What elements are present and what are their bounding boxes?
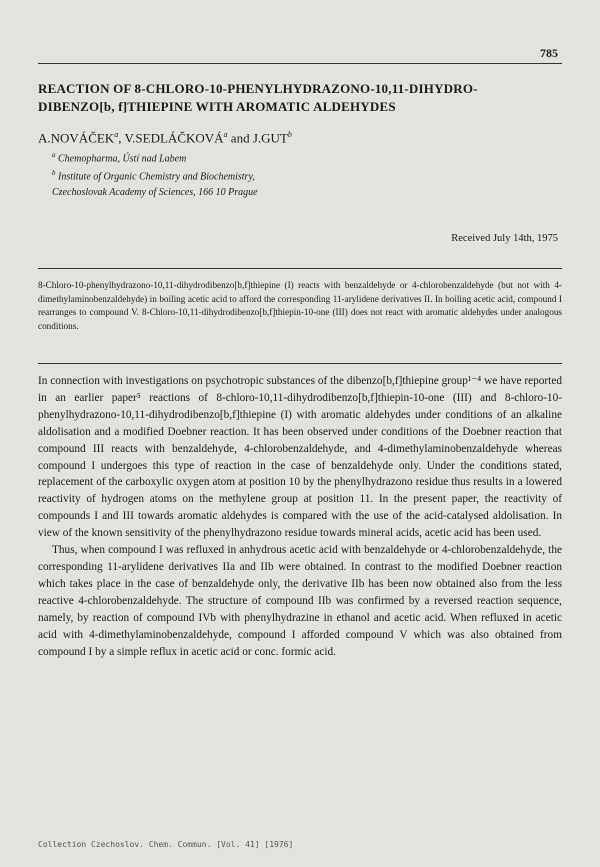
affiliation-mark: b: [287, 130, 292, 139]
affiliations: [52, 148, 258, 200]
author-separator: and: [227, 130, 253, 146]
abstract-rule-bottom: [38, 363, 562, 364]
body-paragraph-2: Thus, when compound I was refluxed in anhydrous acetic acid with benzaldehyde or 4-chlorobenzaldehyde, the corresponding 11-arylidene derivatives IIa and IIb were obtained. In contrast to the modified Doebner reaction which takes place in the case of benzaldehyde only, the derivative IIb has been now obtained also from the less reactive 4-chlorobenzaldehyde. The structure of compound IIb was confirmed by a reversed reaction sequence, namely, by reaction of compound IVb with phenylhydrazine in ethanol and acetic acid. When refluxed in acetic acid with 4-dimethylaminobenzaldehyde, compound I afforded compound V which was also obtained from compound I by a simple reflux in acetic acid or conc. formic acid.: [38, 544, 562, 658]
affiliation-text: Institute of Organic Chemistry and Biochemistry,: [55, 171, 255, 183]
affiliation-mark: a: [114, 130, 119, 139]
abstract-rule-top: [38, 268, 562, 269]
affiliation-mark: b: [52, 169, 56, 178]
author-name: J.GUT: [252, 130, 288, 146]
author-separator: ,: [118, 130, 125, 146]
body-paragraph-1: In connection with investigations on psychotropic substances of the dibenzo[b,f]thiepine group¹⁻⁴ we have reported in an earlier paper⁵ reactions of 8-chloro-10,11-dihydrodibenzo[b,f]thiepin-10-one (III) and 8-chloro-10-phenylhydrazono-10,11-dihydrodibenzo[b,f]thiepine (I) with aromatic aldehydes under conditions of an alkaline aldolisation and a modified Doebner reaction. It has been observed under conditions of the Doebner reaction that compound III reacts with benzaldehyde, 4-chlorobenzaldehyde, and 4-dimethylaminobenzaldehyde whereas compound I undergoes this type of reaction in the case of benzaldehyde only. Under the conditions stated, replacement of the carboxylic oxygen atom at position 10 by the phenylhydrazono residue thus results in a lowered reactivity of hydrogen atoms on the methylene group at position 11. In the present paper, the reactivity of compounds I and III towards aromatic aldehydes is compared with the use of the acid-catalysed aldolisation. In view of the known sensitivity of the phenylhydrazono residue towards mineral acids, acetic acid has been used.: [38, 375, 562, 540]
author-name: A.NOVÁČEK: [38, 130, 115, 146]
author-name: V.SEDLÁČKOVÁ: [124, 130, 224, 146]
affiliation-a: [52, 148, 258, 166]
article-title: [38, 80, 558, 116]
abstract: 8-Chloro-10-phenylhydrazono-10,11-dihydrodibenzo[b,f]thiepine (I) reacts with benzaldehyde or 4-chlorobenzaldehyde (but not with 4-dimethylaminobenzaldehyde) in boiling acetic acid to afford the corresponding 11-arylidene derivatives II. In boiling acetic acid, compound I rearranges to compound V. 8-Chloro-10,11-dihydrodibenzo[b,f]thiepin-10-one (III) does not react with aromatic aldehydes under analogous conditions.: [38, 280, 562, 331]
header-rule: [38, 63, 562, 64]
title-line-1: REACTION OF 8-CHLORO-10-PHENYLHYDRAZONO-10,11-DIHYDRO-: [38, 81, 478, 96]
affiliation-b: [52, 166, 258, 184]
authors-line: [38, 130, 292, 146]
received-date: Received July 14th, 1975: [451, 233, 558, 244]
journal-footer: Collection Czechoslov. Chem. Commun. [Vol. 41] [1976]: [38, 840, 294, 849]
article-body: [38, 373, 562, 660]
affiliation-text: Chemopharma, Ústí nad Labem: [55, 153, 187, 165]
affiliation-b-cont: Czechoslovak Academy of Sciences, 166 10 Prague: [52, 186, 258, 198]
affiliation-mark: a: [223, 130, 228, 139]
title-line-2: DIBENZO[b, f]THIEPINE WITH AROMATIC ALDEHYDES: [38, 99, 396, 114]
page-number: 785: [540, 46, 558, 60]
affiliation-mark: a: [52, 151, 56, 159]
